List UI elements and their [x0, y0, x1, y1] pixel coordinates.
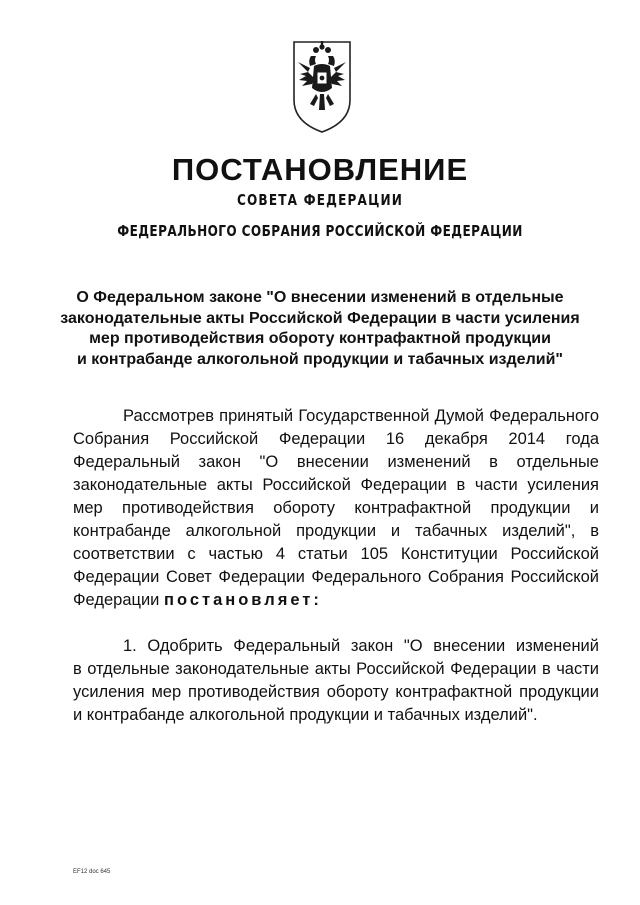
state-emblem-icon	[290, 38, 354, 134]
resolution-heading	[60, 288, 580, 370]
paragraph-line-prefix: Федерации	[73, 591, 160, 609]
resolves-word: постановляет:	[164, 591, 322, 609]
heading-line: мер противодействия обороту контрафактной продукции	[89, 330, 551, 347]
paragraph-line: Собрания Российской Федерации 16 декабря 2014 года	[73, 430, 599, 448]
document-subtitle-line1: СОВЕТА ФЕДЕРАЦИИ	[236, 191, 404, 209]
paragraph-line: Рассмотрев принятый Государственной Думой Федерального	[123, 407, 599, 425]
footer-document-code: EF12 doc 645	[73, 869, 111, 875]
document-subtitle-line2: ФЕДЕРАЛЬНОГО СОБРАНИЯ РОССИЙСКОЙ ФЕДЕРАЦИИ	[117, 222, 523, 240]
paragraph-line: Федеральный закон "О внесении изменений в отдельные	[73, 453, 599, 471]
paragraph-line: соответствии с частью 4 статьи 105 Конституции Российской	[73, 545, 599, 563]
paragraph-line: Федерации Совет Федерации Федерального Собрания Российской	[73, 568, 599, 586]
paragraph-line: 1. Одобрить Федеральный закон "О внесении изменений	[123, 637, 599, 655]
paragraph-line: и контрабанде алкогольной продукции и табачных изделий".	[73, 706, 538, 724]
body-paragraph-2	[73, 635, 599, 727]
heading-line: и контрабанде алкогольной продукции и табачных изделий"	[77, 350, 563, 368]
paragraph-line: в отдельные законодательные акты Российской Федерации в части	[73, 660, 599, 678]
heading-line: законодательные акты Российской Федерации в части усиления	[60, 309, 580, 327]
body-paragraph-1	[73, 405, 599, 612]
paragraph-line: контрабанде алкогольной продукции и табачных изделий", в	[73, 522, 599, 540]
paragraph-line: усиления мер противодействия обороту контрафактной продукции	[73, 683, 599, 701]
heading-line: О Федеральном законе "О внесении изменений в отдельные	[76, 289, 564, 306]
paragraph-line: законодательные акты Российской Федерации в части усиления	[73, 476, 599, 494]
document-title: ПОСТАНОВЛЕНИЕ	[171, 152, 469, 187]
paragraph-line: мер противодействия обороту контрафактной продукции и	[73, 499, 599, 517]
paragraph-last-line	[73, 589, 599, 612]
